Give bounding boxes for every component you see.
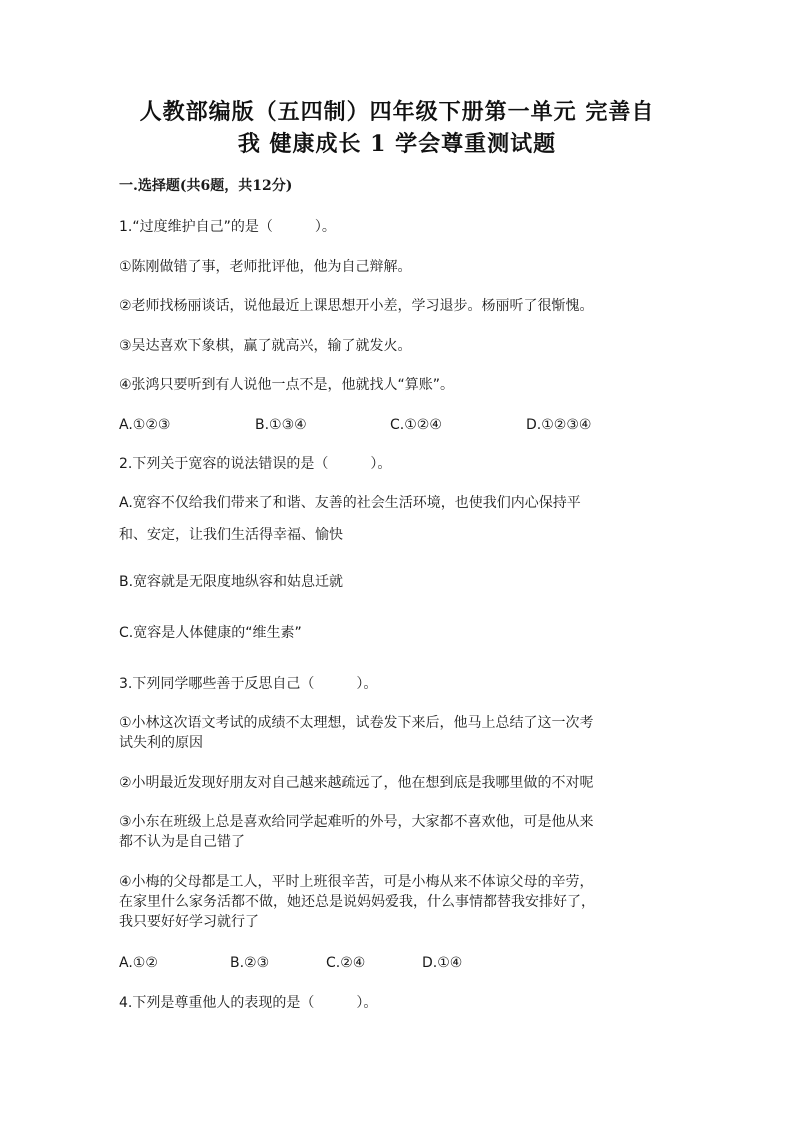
question-3-option-b[interactable]: B.②③ [230,955,270,971]
question-2-option-b[interactable]: B.宽容就是无限度地纵容和姑息迁就 [119,574,344,590]
question-3-item-3-line-2: 都不认为是自己错了 [119,834,245,850]
question-2-stem: 2.下列关于宽容的说法错误的是（ ）。 [119,456,392,472]
question-3-option-a[interactable]: A.①② [119,955,158,971]
question-3-item-4-line-1: ④小梅的父母都是工人，平时上班很辛苦，可是小梅从来不体谅父母的辛劳， [119,874,594,890]
question-3-item-1-line-1: ①小林这次语文考试的成绩不太理想，试卷发下来后，他马上总结了这一次考 [119,715,594,731]
question-3-item-4-line-2: 在家里什么家务活都不做，她还总是说妈妈爱我，什么事情都替我安排好了， [119,894,595,910]
question-1-option-a[interactable]: A.①②③ [119,417,171,433]
section-heading: 一.选择题(共6题，共12分) [119,178,293,194]
document-title [110,96,684,160]
question-1-stem: 1.“过度维护自己”的是（ ）。 [119,219,336,235]
question-3-stem: 3.下列同学哪些善于反思自己（ ）。 [119,676,378,692]
title-line-1: 人教部编版（五四制）四年级下册第一单元 完善自 [139,99,655,125]
question-1-option-d[interactable]: D.①②③④ [526,417,592,433]
question-3-item-2: ②小明最近发现好朋友对自己越来越疏远了，他在想到底是我哪里做的不对呢 [119,775,594,791]
question-1-item-4: ④张鸿只要听到有人说他一点不是，他就找人“算账”。 [119,377,455,393]
question-4-stem: 4.下列是尊重他人的表现的是（ ）。 [119,995,378,1011]
question-2-option-a-line-1[interactable]: A.宽容不仅给我们带来了和谐、友善的社会生活环境，也使我们内心保持平 [119,495,581,511]
question-2-option-c[interactable]: C.宽容是人体健康的“维生素” [119,625,302,641]
question-1-option-b[interactable]: B.①③④ [255,417,307,433]
question-1-item-1: ①陈刚做错了事，老师批评他，他为自己辩解。 [119,259,412,275]
question-3-item-3-line-1: ③小东在班级上总是喜欢给同学起难听的外号，大家都不喜欢他，可是他从来 [119,814,594,830]
title-line-2: 我 健康成长 1 学会尊重测试题 [237,131,557,157]
question-1-item-3: ③吴达喜欢下象棋，赢了就高兴，输了就发火。 [119,338,412,354]
question-2-option-a-line-2[interactable]: 和、安定，让我们生活得幸福、愉快 [119,527,343,543]
question-3-option-d[interactable]: D.①④ [422,955,463,971]
question-1-item-2: ②老师找杨丽谈话，说他最近上课思想开小差，学习退步。杨丽听了很惭愧。 [119,298,594,314]
question-3-option-c[interactable]: C.②④ [326,955,366,971]
question-1-option-c[interactable]: C.①②④ [390,417,442,433]
question-3-item-1-line-2: 试失利的原因 [119,735,203,751]
question-3-item-4-line-3: 我只要好好学习就行了 [119,914,259,930]
